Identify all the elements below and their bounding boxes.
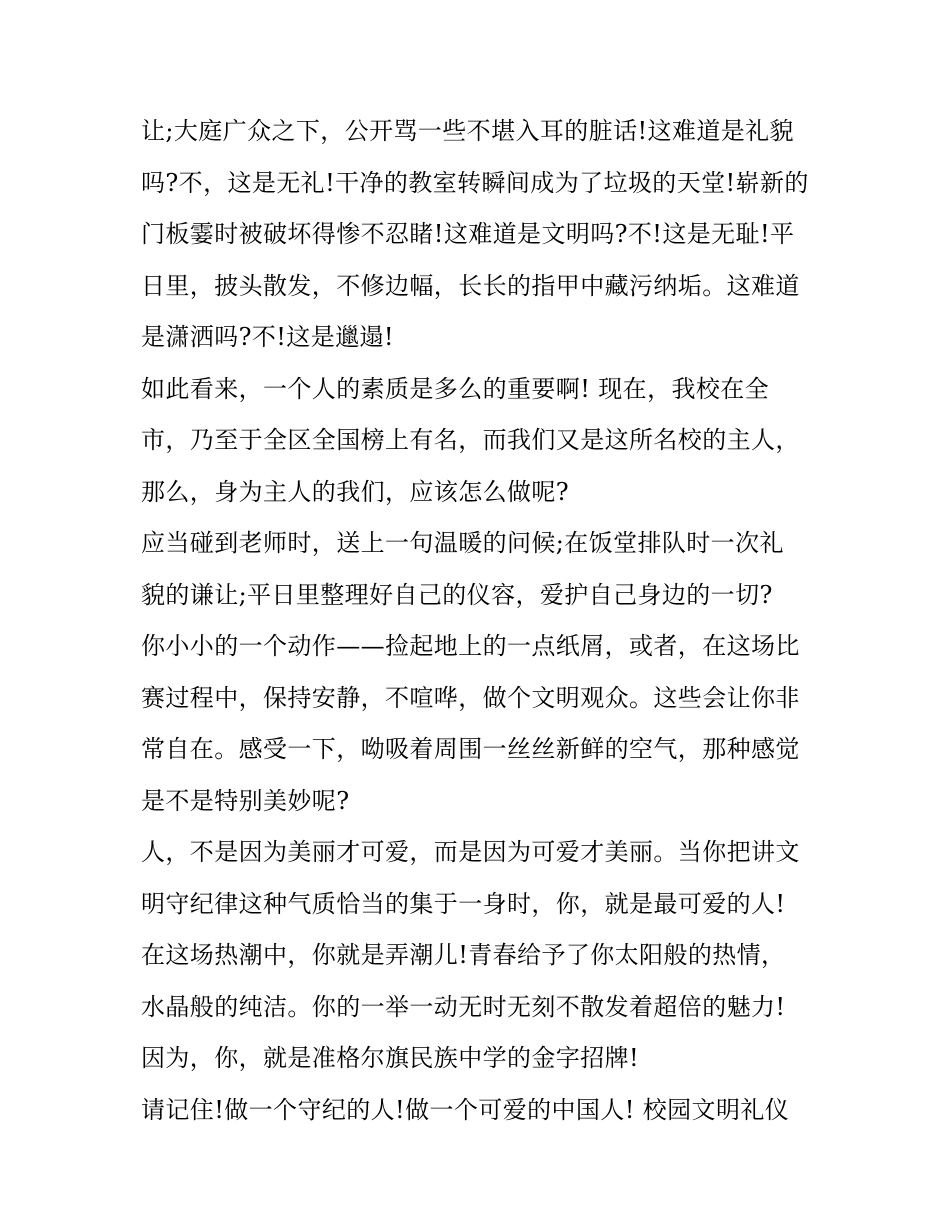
text-line: 貌的谦让;平日里整理好自己的仪容，爱护自己身边的一切?	[141, 580, 773, 609]
text-line: 在这场热潮中，你就是弄潮儿!青春给予了你太阳般的热情，	[141, 941, 786, 969]
text-line: 请记住!做一个守纪的人!做一个可爱的中国人! 校园文明礼仪	[141, 1095, 790, 1124]
text-line: 人，不是因为美丽才可爱，而是因为可爱才美丽。当你把讲文	[141, 838, 800, 866]
text-line: 日里，披头散发，不修边幅，长长的指甲中藏污纳垢。这难道	[141, 271, 800, 300]
text-line: 那么，身为主人的我们，应该怎么做呢?	[141, 477, 570, 506]
text-line: 吗?不，这是无礼!干净的教室转瞬间成为了垃圾的天堂!崭新的	[141, 168, 809, 197]
text-line: 市，乃至于全区全国榜上有名，而我们又是这所名校的主人，	[141, 426, 800, 454]
text-line: 是潇洒吗?不!这是邋遢!	[141, 323, 394, 351]
text-line: 是不是特别美妙呢?	[141, 786, 350, 815]
text-line: 门板霎时被破坏得惨不忍睹!这难道是文明吗?不!这是无耻!平	[141, 220, 795, 248]
text-line: 如此看来，一个人的素质是多么的重要啊! 现在，我校在全	[141, 374, 770, 403]
text-line: 应当碰到老师时，送上一句温暖的问候;在饭堂排队时一次礼	[141, 529, 784, 557]
body-text	[141, 106, 821, 1136]
text-line: 水晶般的纯洁。你的一举一动无时无刻不散发着超倍的魅力!	[141, 992, 786, 1021]
text-line: 赛过程中，保持安静，不喧哗，做个文明观众。这些会让你非	[141, 683, 800, 712]
text-line: 明守纪律这种气质恰当的集于一身时，你，就是最可爱的人!	[141, 889, 786, 918]
text-line: 你小小的一个动作——捡起地上的一点纸屑，或者，在这场比	[141, 632, 800, 660]
text-line: 常自在。感受一下，呦吸着周围一丝丝新鲜的空气，那种感觉	[141, 735, 800, 763]
text-line: 因为，你，就是准格尔旗民族中学的金字招牌!	[141, 1044, 640, 1072]
text-line: 让;大庭广众之下，公开骂一些不堪入耳的脏话!这难道是礼貌	[141, 117, 794, 145]
